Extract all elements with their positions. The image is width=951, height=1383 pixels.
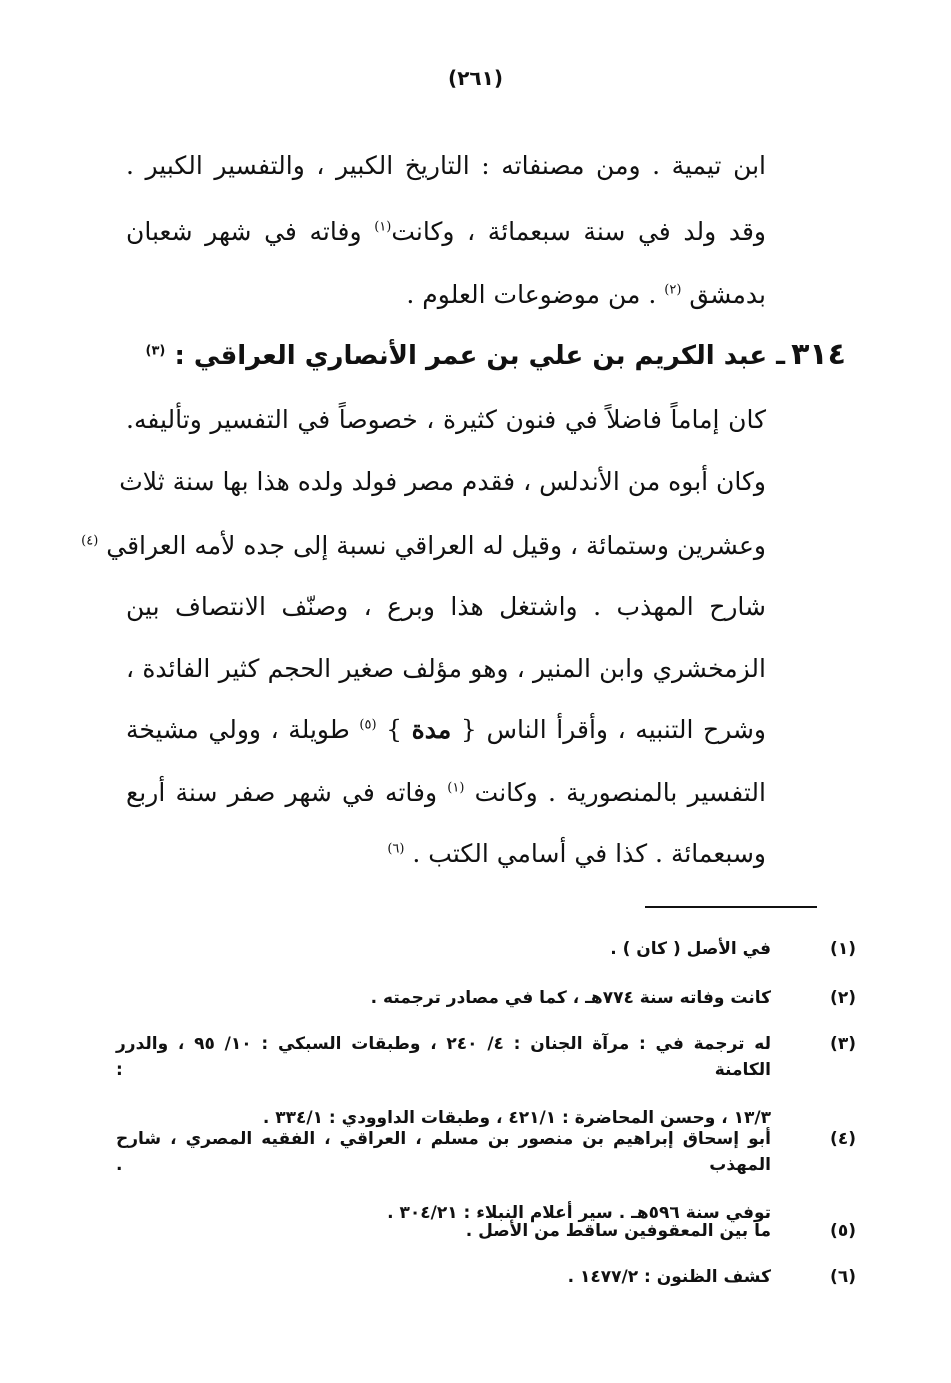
footnote-number: (٤) xyxy=(830,1129,856,1149)
footnote-2 xyxy=(116,985,856,1011)
footnote-number: (٢) xyxy=(830,988,856,1008)
body-text: وقد ولد في سنة سبعمائة ، وكانت xyxy=(391,217,766,246)
footnote-text-cont: توفي سنة ٥٩٦هـ . سير أعلام النبلاء : ٣٠٤/٢١ . xyxy=(387,1203,771,1223)
bracketed-word: مدة xyxy=(411,715,452,744)
body-line-3 xyxy=(126,275,766,315)
page-number: (٢٦١) xyxy=(448,66,503,90)
entry-line-3 xyxy=(81,526,766,566)
entry-line-2: وكان أبوه من الأندلس ، فقدم مصر فولد ولده هذا بها سنة ثلاث xyxy=(119,467,766,496)
footnote-ref: (٤) xyxy=(81,533,99,549)
body-text: وفاته في شهر صفر سنة أربع xyxy=(126,778,438,807)
footnote-number: (٦) xyxy=(830,1267,856,1287)
footnote-ref: (١) xyxy=(447,780,465,796)
footnote-ref: (٦) xyxy=(387,841,405,857)
body-text: بدمشق xyxy=(689,280,766,309)
footnote-6 xyxy=(116,1264,856,1290)
footnote-text: له ترجمة في : مرآة الجنان : ٤/ ٢٤٠ ، وطبقات السبكي : ١٠/ ٩٥ ، والدرر الكامنة : xyxy=(116,1034,771,1080)
footnote-ref: (١) xyxy=(374,219,392,235)
entry-line-4: شارح المهذب . واشتغل هذا وبرع ، وصنّف الانتصاف بين xyxy=(126,592,766,621)
footnote-text-cont: ١٣/٣ ، وحسن المحاضرة : ٤٢١/١ ، وطبقات الداوودي : ٣٣٤/١ . xyxy=(262,1108,771,1128)
footnote-number: (١) xyxy=(830,939,856,959)
entry-heading xyxy=(126,335,846,376)
footnote-ref: (٢) xyxy=(664,282,682,298)
entry-number: ٣١٤ xyxy=(791,337,846,372)
body-text: وفاته في شهر شعبان xyxy=(126,217,362,246)
entry-line-7 xyxy=(126,773,766,813)
entry-line-6 xyxy=(126,710,766,750)
footnote-separator xyxy=(645,906,817,908)
body-line-1: ابن تيمية . ومن مصنفاته : التاريخ الكبير ، والتفسير الكبير . xyxy=(126,151,766,180)
footnote-number: (٥) xyxy=(830,1221,856,1241)
body-text: وشرح التنبيه ، وأقرأ الناس { xyxy=(460,715,767,744)
footnote-text: كشف الظنون : ١٤٧٧/٢ . xyxy=(567,1267,771,1287)
footnote-ref: (٣) xyxy=(145,343,166,359)
body-text: التفسير بالمنصورية . وكانت xyxy=(474,778,766,807)
footnote-text: في الأصل ( كان ) . xyxy=(610,939,771,959)
footnote-1 xyxy=(116,936,856,962)
body-text: وسبعمائة . كذا في أسامي الكتب . xyxy=(412,839,766,868)
footnote-4 xyxy=(116,1126,856,1226)
footnote-text: أبو إسحاق إبراهيم بن منصور بن مسلم ، العراقي ، الفقيه المصري ، شارح المهذب . xyxy=(116,1129,771,1175)
footnote-text: كانت وفاته سنة ٧٧٤هـ ، كما في مصادر ترجمته . xyxy=(370,988,771,1008)
body-text: } xyxy=(386,715,403,744)
body-text: وعشرين وستمائة ، وقيل له العراقي نسبة إلى جده لأمه العراقي xyxy=(106,531,766,560)
footnote-5 xyxy=(116,1218,856,1244)
footnote-number: (٣) xyxy=(830,1034,856,1054)
footnote-text: ما بين المعقوفين ساقط من الأصل . xyxy=(465,1221,771,1241)
footnote-ref: (٥) xyxy=(359,717,377,733)
footnote-3 xyxy=(116,1031,856,1131)
entry-title: عبد الكريم بن علي بن عمر الأنصاري العراقي : xyxy=(174,341,768,371)
entry-dash: ـ xyxy=(776,341,786,371)
entry-line-8 xyxy=(126,834,766,874)
body-text: . من موضوعات العلوم . xyxy=(406,280,657,309)
body-text: طويلة ، وولي مشيخة xyxy=(126,715,350,744)
entry-line-1: كان إماماً فاضلاً في فنون كثيرة ، خصوصاً في التفسير وتأليفه. xyxy=(126,405,766,434)
body-line-2 xyxy=(126,212,766,252)
entry-line-5: الزمخشري وابن المنير ، وهو مؤلف صغير الحجم كثير الفائدة ، xyxy=(126,654,766,683)
